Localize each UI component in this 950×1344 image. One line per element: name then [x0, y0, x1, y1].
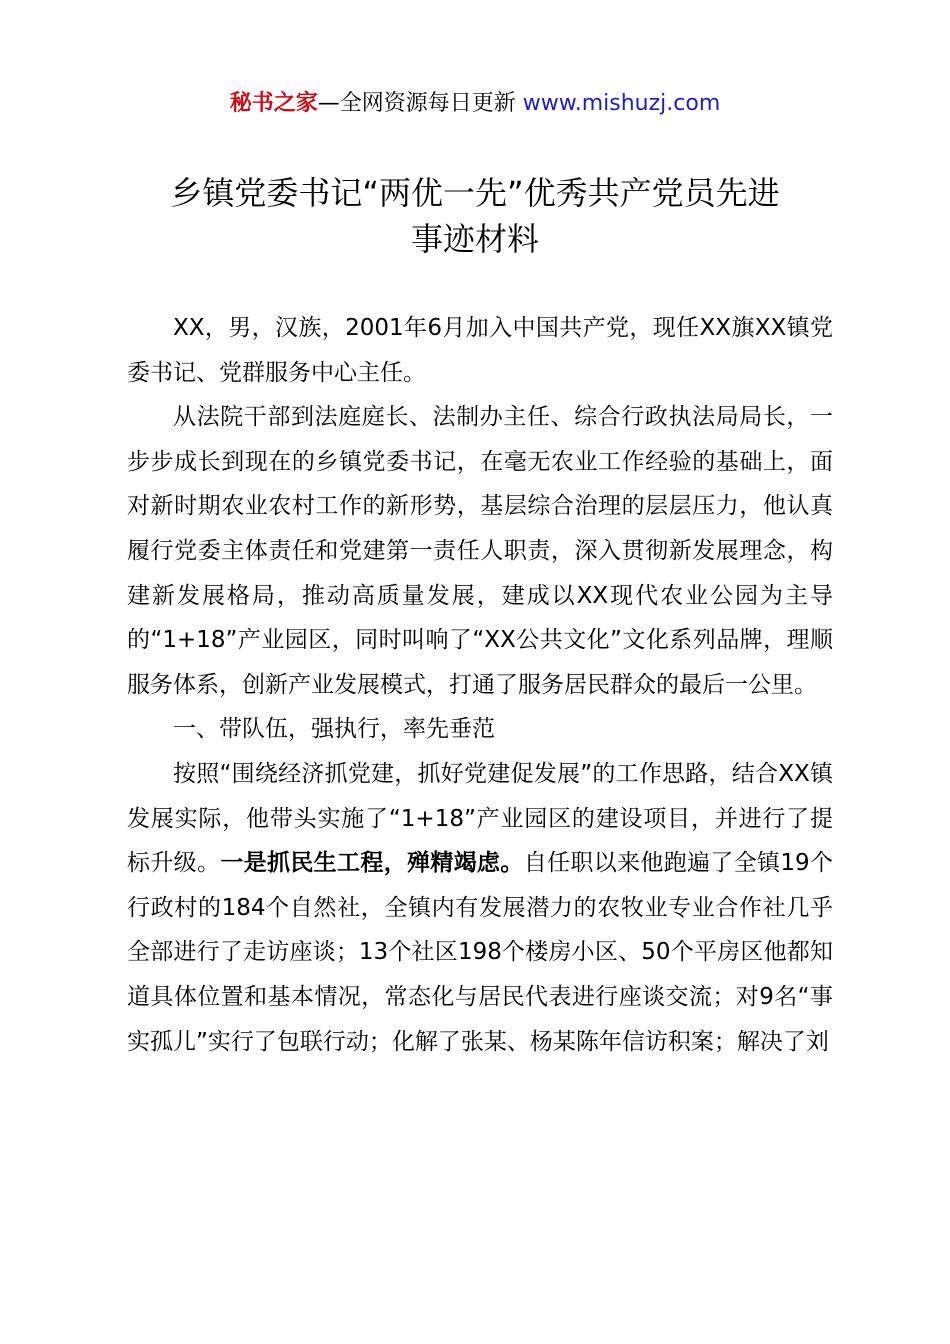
paragraph-career: 从法院干部到法庭庭长、法制办主任、综合行政执法局局长，一步步成长到现在的乡镇党委书记，在毫无农业工作经验的基础上，面对新时期农业农村工作的新形势，基层综合治理的层层压力，他认真履行党委主体责任和党建第一责任人职责，深入贯彻新发展理念，构建新发展格局，推动高质量发展，建成以XX现代农业公园为主导的“1+18”产业园区，同时叫响了“XX公共文化”文化系列品牌，理顺服务体系，创新产业发展模式，打通了服务居民群众的最后一公里。 [127, 404, 833, 698]
site-url-link[interactable]: www.mishuzj.com [522, 91, 721, 116]
title-line-1: 乡镇党委书记“两优一先”优秀共产党员先进 [170, 174, 780, 212]
site-header [0, 88, 950, 120]
document-body [127, 306, 833, 1064]
title-line-2: 事迹材料 [410, 220, 539, 258]
document-title [100, 170, 850, 262]
paragraph-section-1-lead: 按照“围绕经济抓党建，抓好党建促发展”的工作思路，结合XX镇发展实际，他带头实施了“1+18”产业园区的建设项目，并进行了提标升级。 [127, 760, 833, 877]
paragraph-section-1-emphasis: 一是抓民生工程，殚精竭虑。 [220, 850, 524, 877]
paragraph-intro: XX，男，汉族，2001年6月加入中国共产党，现任XX旗XX镇党委书记、党群服务中心主任。 [127, 315, 833, 386]
site-brand[interactable]: 秘书之家 [229, 91, 318, 116]
site-tagline: —全网资源每日更新 [317, 91, 516, 116]
section-heading-1: 一、带队伍，强执行，率先垂范 [173, 716, 495, 743]
paragraph-section-1 [127, 752, 833, 1064]
paragraph-section-1-rest: 自任职以来他跑遍了全镇19个行政村的184个自然社，全镇内有发展潜力的农牧业专业合作社几乎全部进行了走访座谈；13个社区198个楼房小区、50个平房区他都知道具体位置和基本情况，常态化与居民代表进行座谈交流；对9名“事实孤儿”实行了包联行动；化解了张某、杨某陈年信访积案；解决了刘 [127, 850, 833, 1055]
